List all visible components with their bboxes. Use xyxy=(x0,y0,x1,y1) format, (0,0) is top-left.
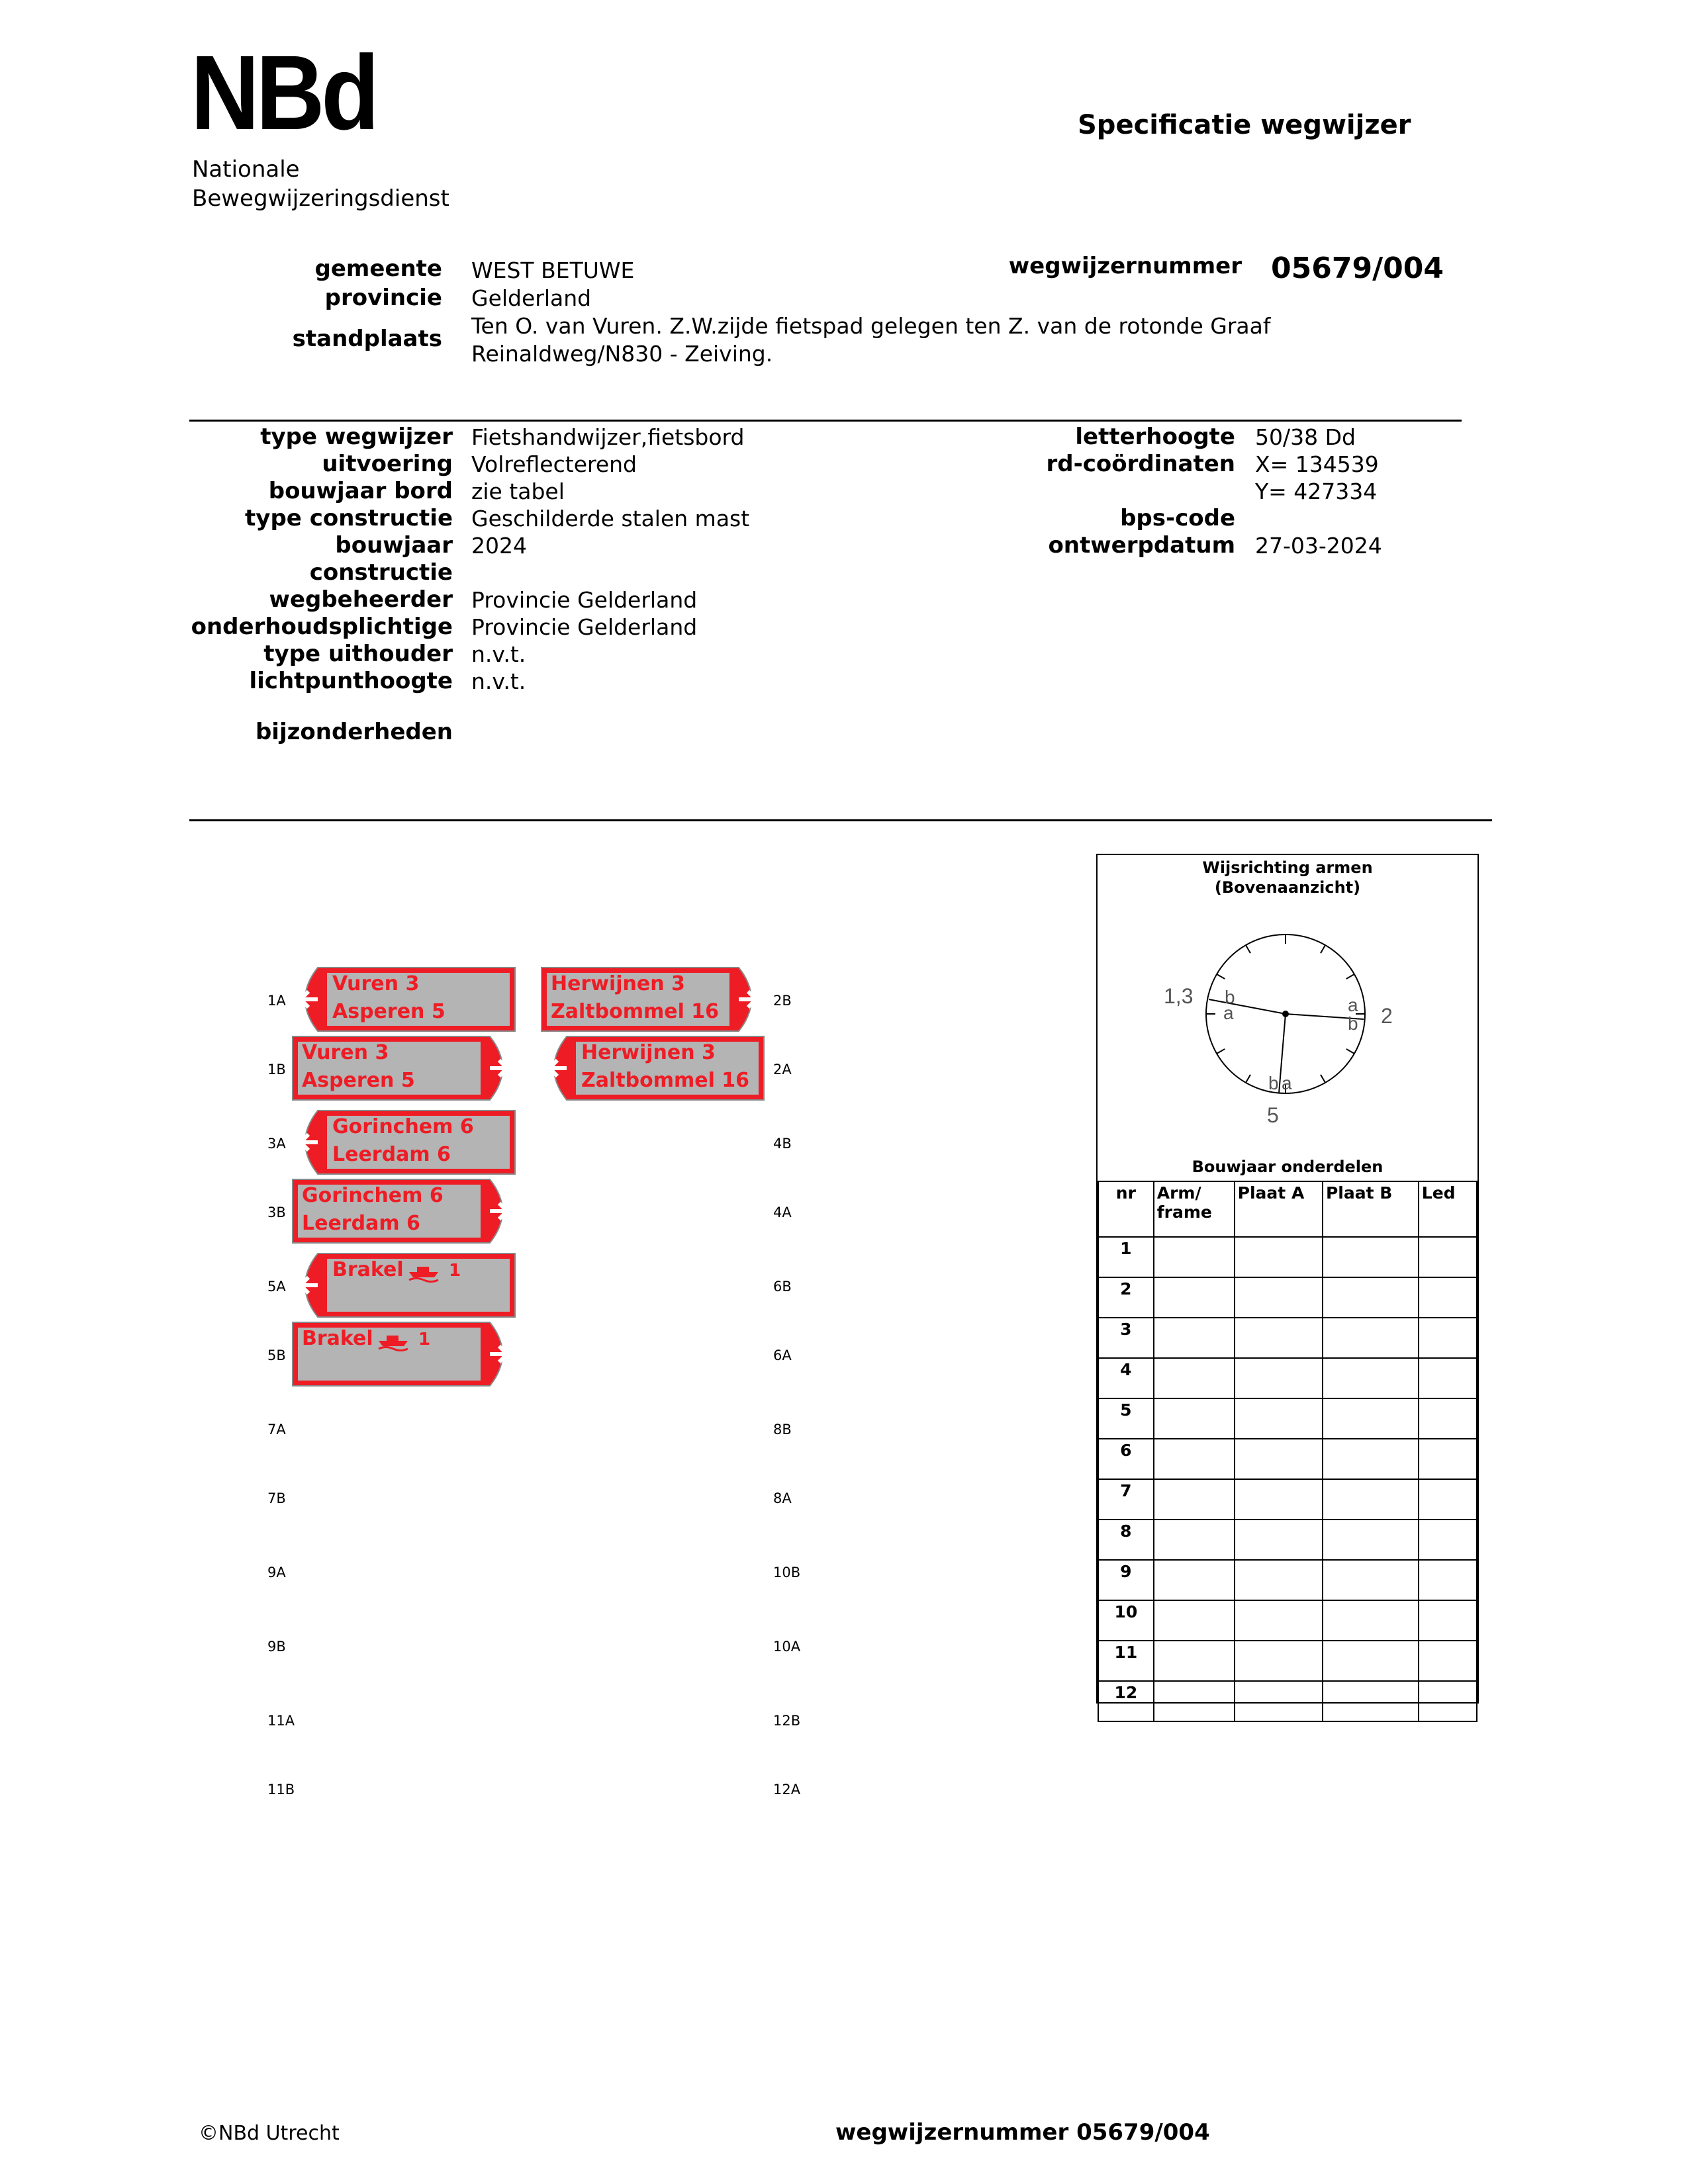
table-row xyxy=(1098,1560,1477,1600)
table-cell xyxy=(1419,1358,1477,1398)
row-label-right: 8B xyxy=(773,1422,792,1437)
table-cell xyxy=(1154,1681,1235,1721)
table-title: Bouwjaar onderdelen xyxy=(1192,1158,1383,1176)
table-cell xyxy=(1235,1237,1323,1277)
row-label-right: 4B xyxy=(773,1136,792,1152)
row-label-right: 8A xyxy=(773,1490,792,1506)
spec-value: 2024 xyxy=(471,533,527,559)
spec-label: uitvoering xyxy=(322,451,453,477)
spec-right-value: Y= 427334 xyxy=(1255,478,1378,504)
table-row xyxy=(1098,1277,1477,1318)
table-cell xyxy=(1235,1398,1323,1439)
svg-text:b: b xyxy=(1225,987,1235,1007)
divider-top xyxy=(189,420,1462,422)
gemeente-label: gemeente xyxy=(314,255,442,282)
spec-label: bouwjaar bord xyxy=(268,478,453,504)
spec-value: Fietshandwijzer,fietsbord xyxy=(471,424,745,450)
row-label-right: 12A xyxy=(773,1782,801,1797)
footer-number: wegwijzernummer 05679/004 xyxy=(835,2119,1210,2146)
compass-diagram xyxy=(1098,897,1477,1169)
sign-line-2: Leerdam 6 xyxy=(302,1212,420,1235)
spec-label: bouwjaar xyxy=(335,532,453,559)
sign-s5a xyxy=(291,1252,516,1318)
table-cell xyxy=(1154,1641,1235,1681)
row-number: 3 xyxy=(1098,1318,1154,1358)
table-cell xyxy=(1235,1479,1323,1520)
row-label-right: 2B xyxy=(773,993,792,1009)
row-label-left: 11B xyxy=(267,1782,295,1797)
table-cell xyxy=(1419,1560,1477,1600)
spec-label: constructie xyxy=(309,559,453,586)
row-label-right: 10A xyxy=(773,1639,801,1655)
row-label-left: 5B xyxy=(267,1347,286,1363)
sign-line-1: Brakel xyxy=(302,1327,373,1350)
row-label-right: 4A xyxy=(773,1205,792,1220)
table-header: Led xyxy=(1419,1181,1477,1237)
bijzonderheden-label: bijzonderheden xyxy=(255,719,453,745)
table-cell xyxy=(1419,1520,1477,1560)
footer-copyright: ©NBd Utrecht xyxy=(199,2122,340,2145)
spec-value: n.v.t. xyxy=(471,668,526,694)
row-label-left: 7B xyxy=(267,1490,286,1506)
row-number: 1 xyxy=(1098,1237,1154,1277)
spec-label: onderhoudsplichtige xyxy=(191,614,453,640)
table-cell xyxy=(1323,1520,1419,1560)
row-label-left: 9A xyxy=(267,1565,286,1580)
sign-s2a xyxy=(540,1035,765,1101)
compass-label-right: 2 xyxy=(1381,1004,1393,1028)
table-cell xyxy=(1235,1520,1323,1560)
table-cell xyxy=(1323,1600,1419,1641)
table-row xyxy=(1098,1600,1477,1641)
panel-title-2: (Bovenaanzicht) xyxy=(1214,878,1361,897)
row-label-left: 3B xyxy=(267,1205,286,1220)
sign-s3b xyxy=(291,1178,516,1244)
table-cell xyxy=(1154,1479,1235,1520)
standplaats-label: standplaats xyxy=(292,326,442,352)
spec-label: lichtpunthoogte xyxy=(249,668,453,694)
table-cell xyxy=(1235,1560,1323,1600)
logo-line-2: Bewegwijzeringsdienst xyxy=(192,185,449,212)
table-row xyxy=(1098,1520,1477,1560)
compass-label-bottom: 5 xyxy=(1267,1103,1279,1127)
table-row xyxy=(1098,1681,1477,1721)
table-cell xyxy=(1154,1237,1235,1277)
sign-line-1: Herwijnen 3 xyxy=(551,972,685,995)
row-label-left: 3A xyxy=(267,1136,286,1152)
row-label-left: 1A xyxy=(267,993,286,1009)
row-label-left: 5A xyxy=(267,1279,286,1295)
sign-line-1: Vuren 3 xyxy=(332,972,420,995)
spec-right-value: 50/38 Dd xyxy=(1255,424,1356,450)
direction-panel xyxy=(1096,854,1479,1704)
table-cell xyxy=(1419,1681,1477,1721)
bouwjaar-table xyxy=(1098,1181,1477,1722)
divider-bottom xyxy=(189,819,1492,821)
row-label-right: 6A xyxy=(773,1347,792,1363)
sign-line-1: Herwijnen 3 xyxy=(581,1041,716,1064)
spec-right-value: 27-03-2024 xyxy=(1255,533,1382,559)
table-cell xyxy=(1323,1681,1419,1721)
table-cell xyxy=(1154,1318,1235,1358)
spec-value: Volreflecterend xyxy=(471,451,637,477)
sign-line-2: Zaltbommel 16 xyxy=(581,1069,750,1092)
table-cell xyxy=(1154,1439,1235,1479)
table-row xyxy=(1098,1237,1477,1277)
row-label-right: 2A xyxy=(773,1062,792,1077)
table-cell xyxy=(1235,1600,1323,1641)
table-cell xyxy=(1235,1358,1323,1398)
row-number: 9 xyxy=(1098,1560,1154,1600)
table-cell xyxy=(1323,1277,1419,1318)
table-cell xyxy=(1154,1358,1235,1398)
spec-right-label: rd-coördinaten xyxy=(1046,451,1235,477)
table-cell xyxy=(1419,1479,1477,1520)
spec-right-value: X= 134539 xyxy=(1255,451,1379,477)
spec-label: type uithouder xyxy=(263,641,453,667)
table-header: Plaat B xyxy=(1323,1181,1419,1237)
table-cell xyxy=(1323,1358,1419,1398)
table-row xyxy=(1098,1398,1477,1439)
row-number: 11 xyxy=(1098,1641,1154,1681)
table-cell xyxy=(1419,1600,1477,1641)
svg-text:a: a xyxy=(1282,1073,1292,1093)
table-row xyxy=(1098,1318,1477,1358)
row-number: 2 xyxy=(1098,1277,1154,1318)
compass-label-left: 1,3 xyxy=(1164,984,1194,1008)
table-cell xyxy=(1235,1277,1323,1318)
table-cell xyxy=(1419,1398,1477,1439)
spec-label: type constructie xyxy=(245,505,453,531)
row-number: 10 xyxy=(1098,1600,1154,1641)
sign-line-2: Leerdam 6 xyxy=(332,1143,451,1166)
table-row xyxy=(1098,1439,1477,1479)
row-label-left: 11A xyxy=(267,1713,295,1729)
spec-right-label: letterhoogte xyxy=(1075,424,1235,450)
row-label-left: 7A xyxy=(267,1422,286,1437)
table-cell xyxy=(1323,1560,1419,1600)
table-cell xyxy=(1419,1318,1477,1358)
table-cell xyxy=(1419,1277,1477,1318)
nbd-logo: NBd xyxy=(191,33,376,152)
sign-s1b xyxy=(291,1035,516,1101)
panel-title-1: Wijsrichting armen xyxy=(1202,858,1373,877)
wegwijzernummer-value: 05679/004 xyxy=(1271,251,1444,285)
wegwijzernummer-label: wegwijzernummer xyxy=(1008,253,1242,279)
sign-line-1: Vuren 3 xyxy=(302,1041,389,1064)
row-number: 8 xyxy=(1098,1520,1154,1560)
table-header: Plaat A xyxy=(1235,1181,1323,1237)
table-cell xyxy=(1323,1318,1419,1358)
table-cell xyxy=(1154,1398,1235,1439)
row-number: 12 xyxy=(1098,1681,1154,1721)
sign-s3a xyxy=(291,1109,516,1175)
table-row xyxy=(1098,1641,1477,1681)
table-row xyxy=(1098,1479,1477,1520)
table-cell xyxy=(1235,1318,1323,1358)
sign-line-1: Brakel xyxy=(332,1258,404,1281)
table-cell xyxy=(1154,1277,1235,1318)
row-number: 5 xyxy=(1098,1398,1154,1439)
spec-value: n.v.t. xyxy=(471,641,526,667)
table-cell xyxy=(1154,1560,1235,1600)
table-cell xyxy=(1323,1237,1419,1277)
sign-line-1: Gorinchem 6 xyxy=(332,1115,474,1138)
table-cell xyxy=(1154,1600,1235,1641)
spec-value: zie tabel xyxy=(471,478,565,504)
table-cell xyxy=(1154,1520,1235,1560)
spec-right-label: ontwerpdatum xyxy=(1048,532,1235,559)
table-cell xyxy=(1419,1237,1477,1277)
table-cell xyxy=(1419,1439,1477,1479)
svg-text:b: b xyxy=(1268,1073,1279,1093)
svg-text:a: a xyxy=(1223,1003,1234,1023)
table-cell xyxy=(1235,1681,1323,1721)
table-cell xyxy=(1323,1479,1419,1520)
table-cell xyxy=(1323,1398,1419,1439)
sign-distance: 1 xyxy=(418,1330,431,1349)
spec-value: Provincie Gelderland xyxy=(471,587,698,613)
spec-value: Geschilderde stalen mast xyxy=(471,506,750,531)
spec-label: wegbeheerder xyxy=(269,586,453,613)
sign-distance: 1 xyxy=(449,1261,461,1281)
table-cell xyxy=(1419,1641,1477,1681)
table-row xyxy=(1098,1358,1477,1398)
row-number: 7 xyxy=(1098,1479,1154,1520)
sign-line-2: Zaltbommel 16 xyxy=(551,1000,720,1023)
table-header: nr xyxy=(1098,1181,1154,1237)
svg-text:a: a xyxy=(1348,995,1358,1015)
sign-s5b xyxy=(291,1321,516,1387)
row-label-right: 10B xyxy=(773,1565,801,1580)
table-cell xyxy=(1323,1641,1419,1681)
row-label-right: 6B xyxy=(773,1279,792,1295)
sign-line-1: Gorinchem 6 xyxy=(302,1184,444,1207)
svg-text:b: b xyxy=(1348,1013,1358,1034)
standplaats-line-1: Ten O. van Vuren. Z.W.zijde fietspad gelegen ten Z. van de rotonde Graaf xyxy=(471,313,1271,339)
spec-right-label: bps-code xyxy=(1120,505,1235,531)
provincie-value: Gelderland xyxy=(471,285,592,311)
table-header: Arm/ frame xyxy=(1154,1181,1235,1237)
row-label-right: 12B xyxy=(773,1713,801,1729)
row-label-left: 1B xyxy=(267,1062,286,1077)
table-cell xyxy=(1323,1439,1419,1479)
sign-line-2: Asperen 5 xyxy=(302,1069,415,1092)
standplaats-line-2: Reinaldweg/N830 - Zeiving. xyxy=(471,341,773,367)
table-cell xyxy=(1235,1439,1323,1479)
sign-s1a xyxy=(291,966,516,1032)
row-number: 6 xyxy=(1098,1439,1154,1479)
document-title: Specificatie wegwijzer xyxy=(1078,110,1411,140)
spec-value: Provincie Gelderland xyxy=(471,614,698,640)
row-number: 4 xyxy=(1098,1358,1154,1398)
provincie-label: provincie xyxy=(324,285,442,311)
table-cell xyxy=(1235,1641,1323,1681)
spec-label: type wegwijzer xyxy=(260,424,453,450)
row-label-left: 9B xyxy=(267,1639,286,1655)
sign-s2b xyxy=(540,966,765,1032)
sign-line-2: Asperen 5 xyxy=(332,1000,445,1023)
gemeente-value: WEST BETUWE xyxy=(471,257,635,283)
logo-line-1: Nationale xyxy=(192,156,300,183)
